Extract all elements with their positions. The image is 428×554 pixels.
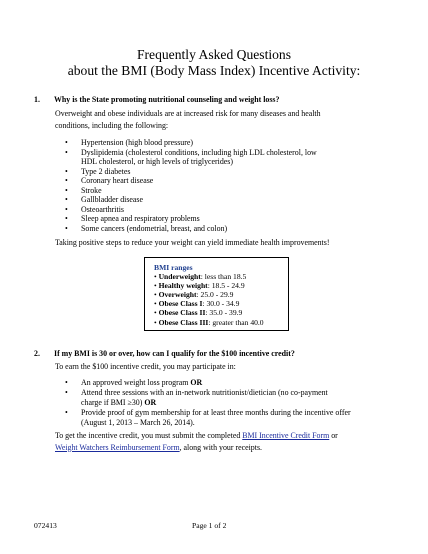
- submit-suffix: , along with your receipts.: [179, 442, 262, 452]
- bmi-incentive-credit-form-link[interactable]: BMI Incentive Credit Form: [242, 431, 330, 440]
- bmi-range-label: Underweight: [158, 272, 201, 282]
- option-text: (August 1, 2013 – March 26, 2014).: [81, 418, 195, 427]
- bmi-ranges-heading: BMI ranges: [154, 263, 193, 272]
- conditions-list: [65, 138, 381, 233]
- list-item-continuation: [65, 157, 381, 167]
- list-item: • Dyslipidemia (cholesterol conditions, including high LDL cholesterol, low: [65, 148, 381, 158]
- bmi-range-value: : 30.0 - 34.9: [202, 299, 240, 309]
- q1-closing: Taking positive steps to reduce your weight can yield immediate health improvements!: [55, 238, 330, 247]
- question-2-number: 2.: [34, 349, 40, 358]
- list-item: • Osteoarthritis: [65, 205, 381, 215]
- option-or: OR: [190, 378, 203, 387]
- list-item-continuation: [65, 418, 381, 428]
- list-item: • Coronary heart disease: [65, 176, 381, 186]
- bmi-range-value: : less than 18.5: [200, 272, 247, 282]
- bmi-range-row: • Overweight: 25.0 - 29.9: [154, 290, 234, 300]
- submit-mid: or: [329, 431, 338, 440]
- bmi-ranges-box: [144, 257, 289, 331]
- bmi-range-value: : 35.0 - 39.9: [205, 308, 243, 318]
- bmi-range-label: Healthy weight: [158, 281, 208, 291]
- question-1-text: Why is the State promoting nutritional counseling and weight loss?: [54, 95, 280, 104]
- list-item: • Gallbladder disease: [65, 195, 381, 205]
- title-line-1: Frequently Asked Questions: [136, 47, 292, 62]
- bmi-range-row: • Obese Class II: 35.0 - 39.9: [154, 308, 243, 318]
- option-text: Provide proof of gym membership for at least three months during the incentive offer: [81, 408, 351, 417]
- list-item: [65, 408, 401, 418]
- bmi-range-value: : greater than 40.0: [208, 317, 264, 327]
- option-or: OR: [144, 398, 157, 407]
- list-item-continuation: [65, 398, 381, 408]
- footer-page-number: Page 1 of 2: [192, 521, 227, 530]
- list-item: [65, 378, 381, 388]
- bmi-range-value: : 18.5 - 24.9: [207, 281, 245, 291]
- q2-submit-text: [55, 430, 395, 453]
- list-item: • Stroke: [65, 186, 381, 196]
- q1-intro-line-2: conditions, including the following:: [55, 120, 169, 130]
- list-item: • Some cancers (endometrial, breast, and colon): [65, 224, 381, 234]
- bmi-range-label: Obese Class III: [158, 317, 209, 327]
- list-item: • Type 2 diabetes: [65, 167, 381, 177]
- bmi-range-label: Obese Class II: [158, 308, 206, 318]
- bmi-range-row: • Obese Class III: greater than 40.0: [154, 317, 264, 327]
- options-list: [65, 378, 401, 428]
- bmi-range-row: • Obese Class I: 30.0 - 34.9: [154, 299, 240, 309]
- page-title: [0, 47, 428, 79]
- list-item: [65, 388, 381, 398]
- bmi-range-value: : 25.0 - 29.9: [196, 290, 234, 300]
- option-text: Attend three sessions with an in-network nutritionist/dietician (no co-payment: [81, 388, 328, 397]
- question-1-number: 1.: [34, 95, 40, 104]
- bmi-range-row: • Underweight: less than 18.5: [154, 272, 247, 282]
- footer-code: 072413: [34, 521, 57, 530]
- question-2-text: If my BMI is 30 or over, how can I qualify for the $100 incentive credit?: [54, 349, 295, 358]
- weight-watchers-reimbursement-form-link[interactable]: Weight Watchers Reimbursement Form: [55, 442, 180, 452]
- title-line-2: about the BMI (Body Mass Index) Incentive Activity:: [67, 63, 361, 78]
- q1-intro-line-1: Overweight and obese individuals are at increased risk for many diseases and health: [55, 109, 321, 118]
- bmi-range-row: • Healthy weight: 18.5 - 24.9: [154, 281, 245, 291]
- submit-prefix: To get the incentive credit, you must submit the completed: [55, 431, 243, 440]
- option-text: charge if BMI ≥30): [81, 398, 145, 407]
- list-item-continuation-text: HDL cholesterol, or high levels of triglycerides): [81, 157, 233, 166]
- list-item: • Hypertension (high blood pressure): [65, 138, 381, 148]
- q1-intro: [55, 108, 385, 131]
- list-item: • Sleep apnea and respiratory problems: [65, 214, 381, 224]
- bmi-range-label: Obese Class I: [158, 299, 203, 309]
- option-text: An approved weight loss program: [81, 378, 191, 387]
- q2-intro: To earn the $100 incentive credit, you may participate in:: [55, 362, 236, 371]
- bmi-range-label: Overweight: [158, 290, 197, 300]
